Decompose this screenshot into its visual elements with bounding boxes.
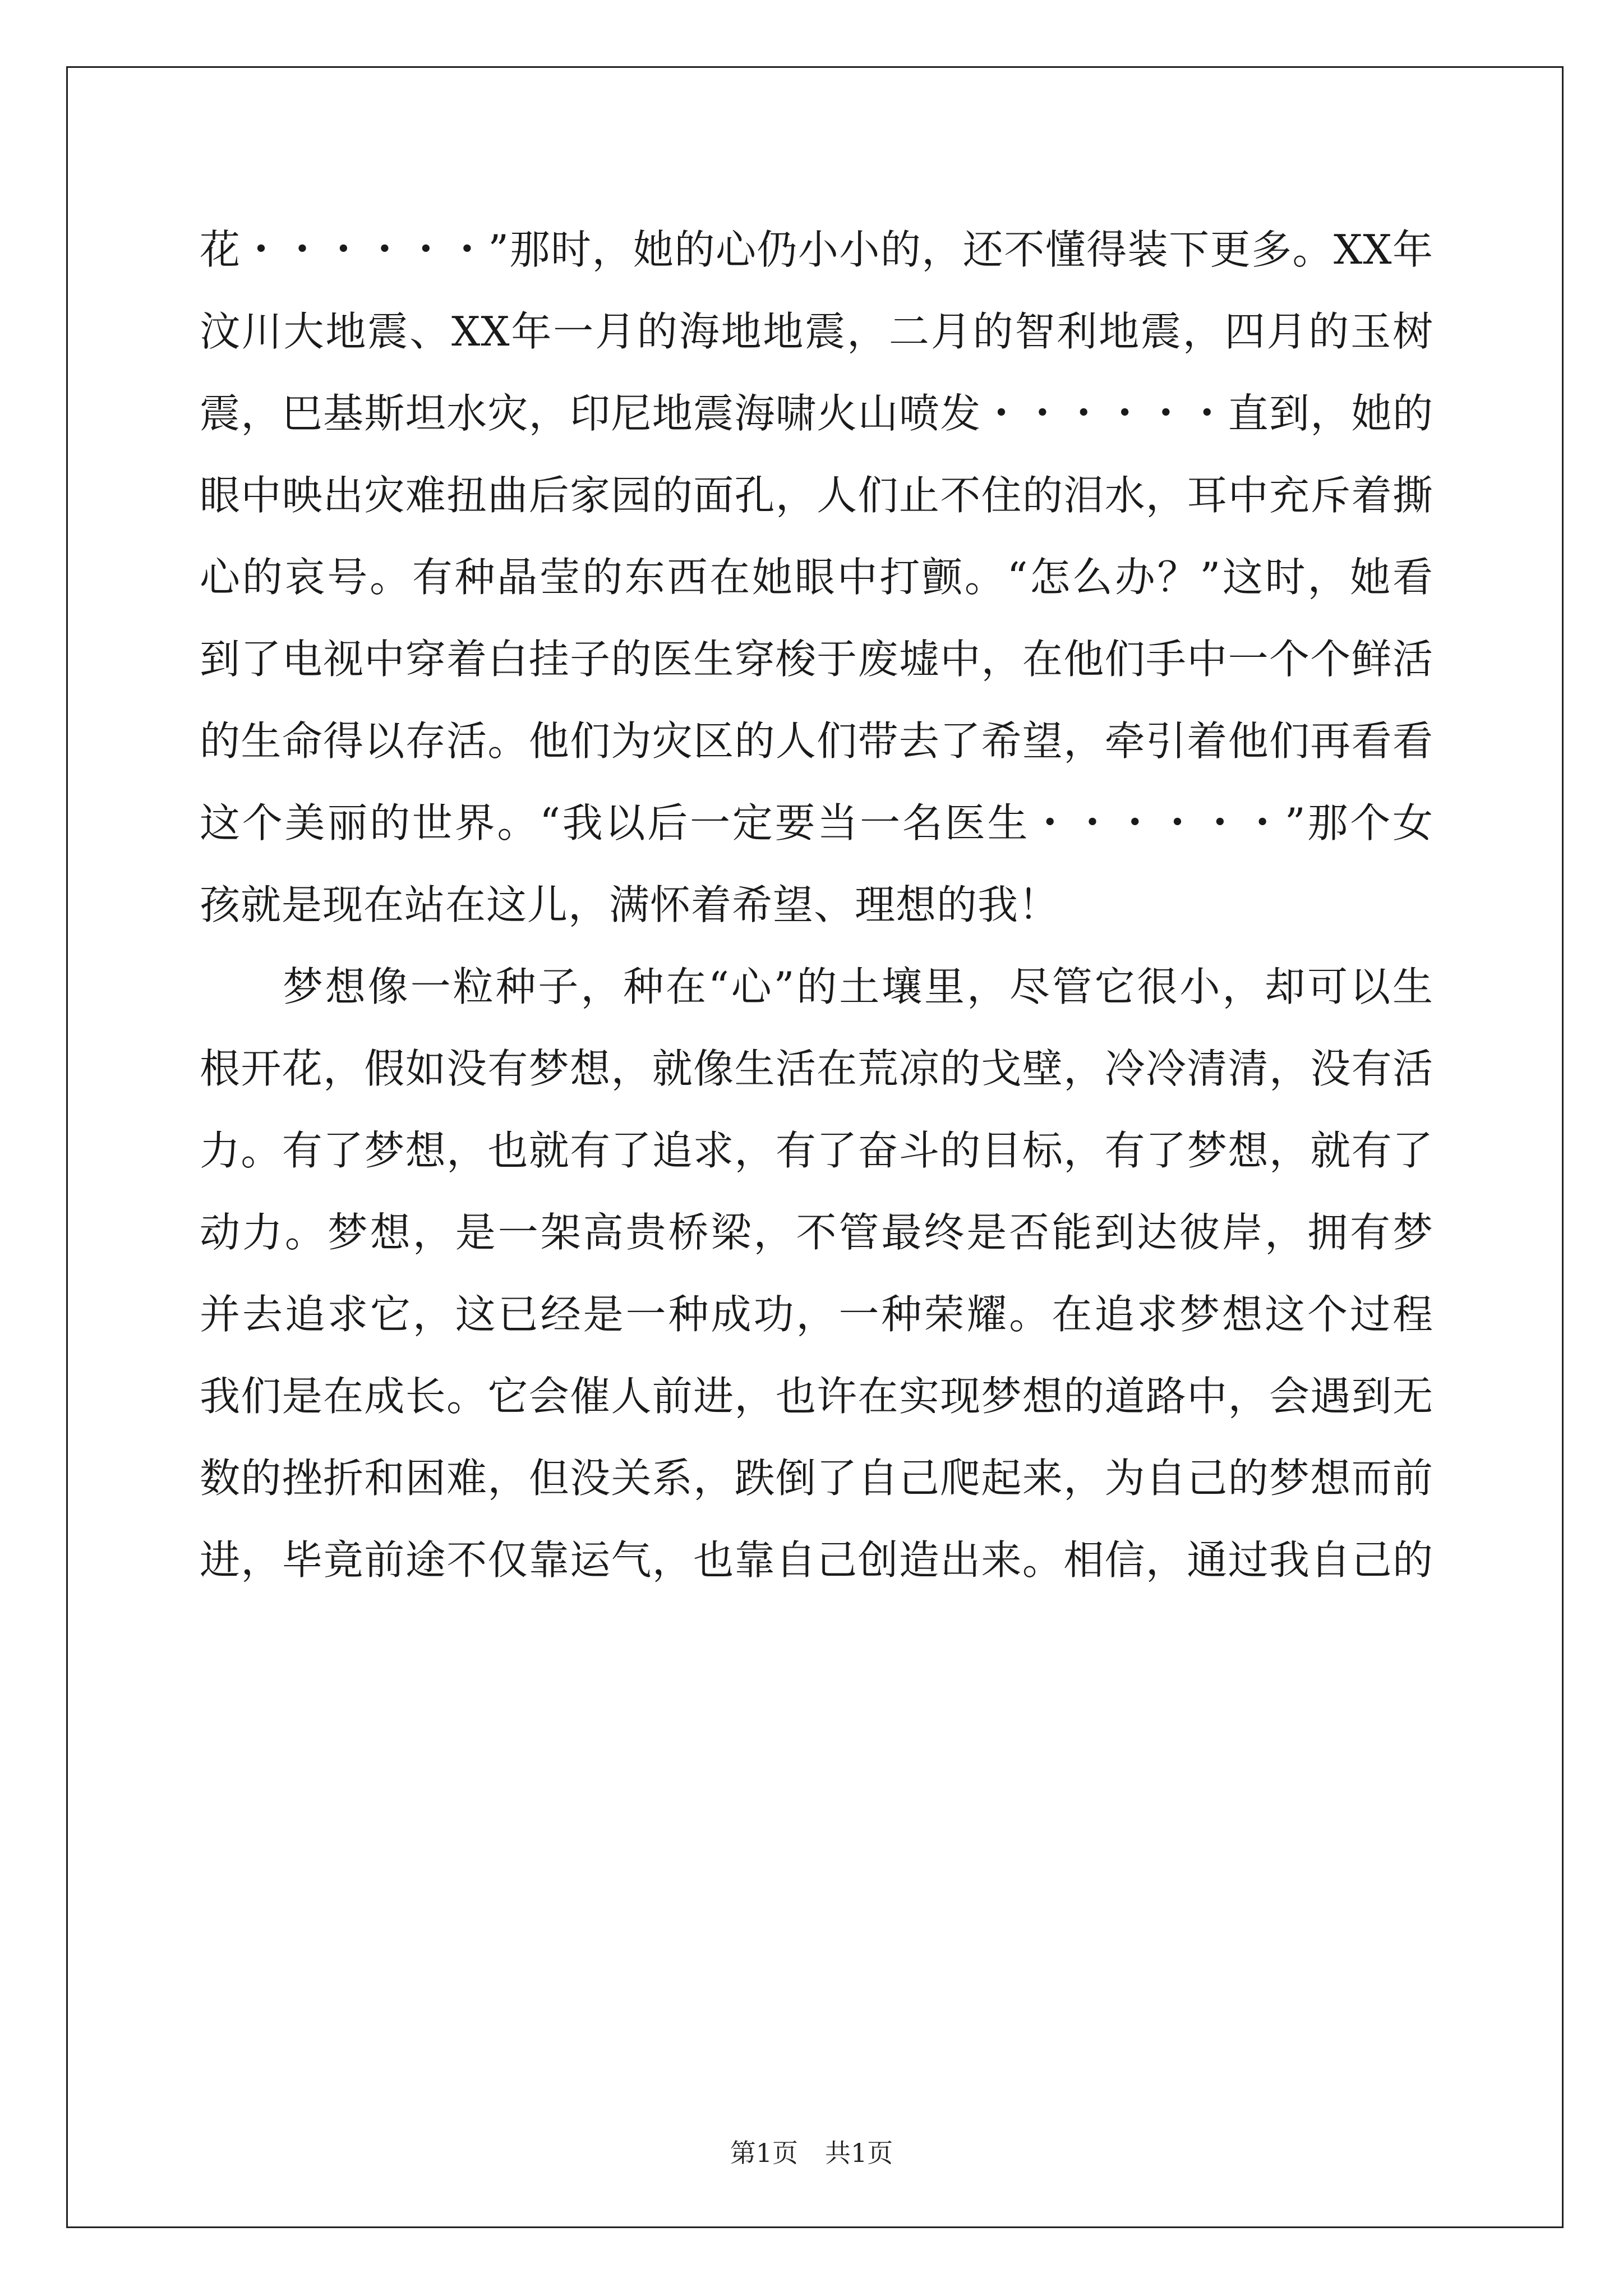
text-line: 眼中映出灾难扭曲后家园的面孔，人们止不住的泪水，耳中充斥着撕 [200, 472, 1433, 519]
text-line: 梦想像一粒种子，种在“心”的土壤里，尽管它很小，却可以生 [283, 963, 1433, 1010]
text-line: 心的哀号。有种晶莹的东西在她眼中打颤。“怎么办？”这时，她看 [200, 554, 1433, 601]
text-line: 进，毕竟前途不仅靠运气，也靠自己创造出来。相信，通过我自己的 [200, 1536, 1433, 1584]
text-line: 数的挫折和困难，但没关系，跌倒了自己爬起来，为自己的梦想而前 [200, 1455, 1433, 1502]
text-line: 汶川大地震、XX年一月的海地地震，二月的智利地震，四月的玉树 [200, 308, 1433, 355]
text-line: 力。有了梦想，也就有了追求，有了奋斗的目标，有了梦想，就有了 [200, 1127, 1433, 1174]
page-number-current: 第1页 [730, 2138, 798, 2168]
text-line: 震，巴基斯坦水灾，印尼地震海啸火山喷发・・・・・・直到，她的 [200, 390, 1433, 437]
text-line: 这个美丽的世界。“我以后一定要当一名医生・・・・・・”那个女 [200, 799, 1433, 846]
page-footer [0, 2136, 1623, 2170]
page-number-total: 共1页 [825, 2138, 893, 2168]
text-line: 动力。梦想，是一架高贵桥梁，不管最终是否能到达彼岸，拥有梦 [200, 1209, 1433, 1256]
text-line: 根开花，假如没有梦想，就像生活在荒凉的戈壁，冷冷清清，没有活 [200, 1045, 1433, 1092]
text-line: 到了电视中穿着白挂子的医生穿梭于废墟中，在他们手中一个个鲜活 [200, 636, 1433, 683]
text-line: 孩就是现在站在这儿，满怀着希望、理想的我！ [200, 881, 1060, 928]
text-line: 的生命得以存活。他们为灾区的人们带去了希望，牵引着他们再看看 [200, 717, 1433, 765]
text-line: 我们是在成长。它会催人前进，也许在实现梦想的道路中，会遇到无 [200, 1373, 1433, 1420]
text-line: 花・・・・・・”那时，她的心仍小小的，还不懂得装下更多。XX年 [200, 226, 1433, 273]
text-line: 并去追求它，这已经是一种成功，一种荣耀。在追求梦想这个过程 [200, 1291, 1433, 1338]
